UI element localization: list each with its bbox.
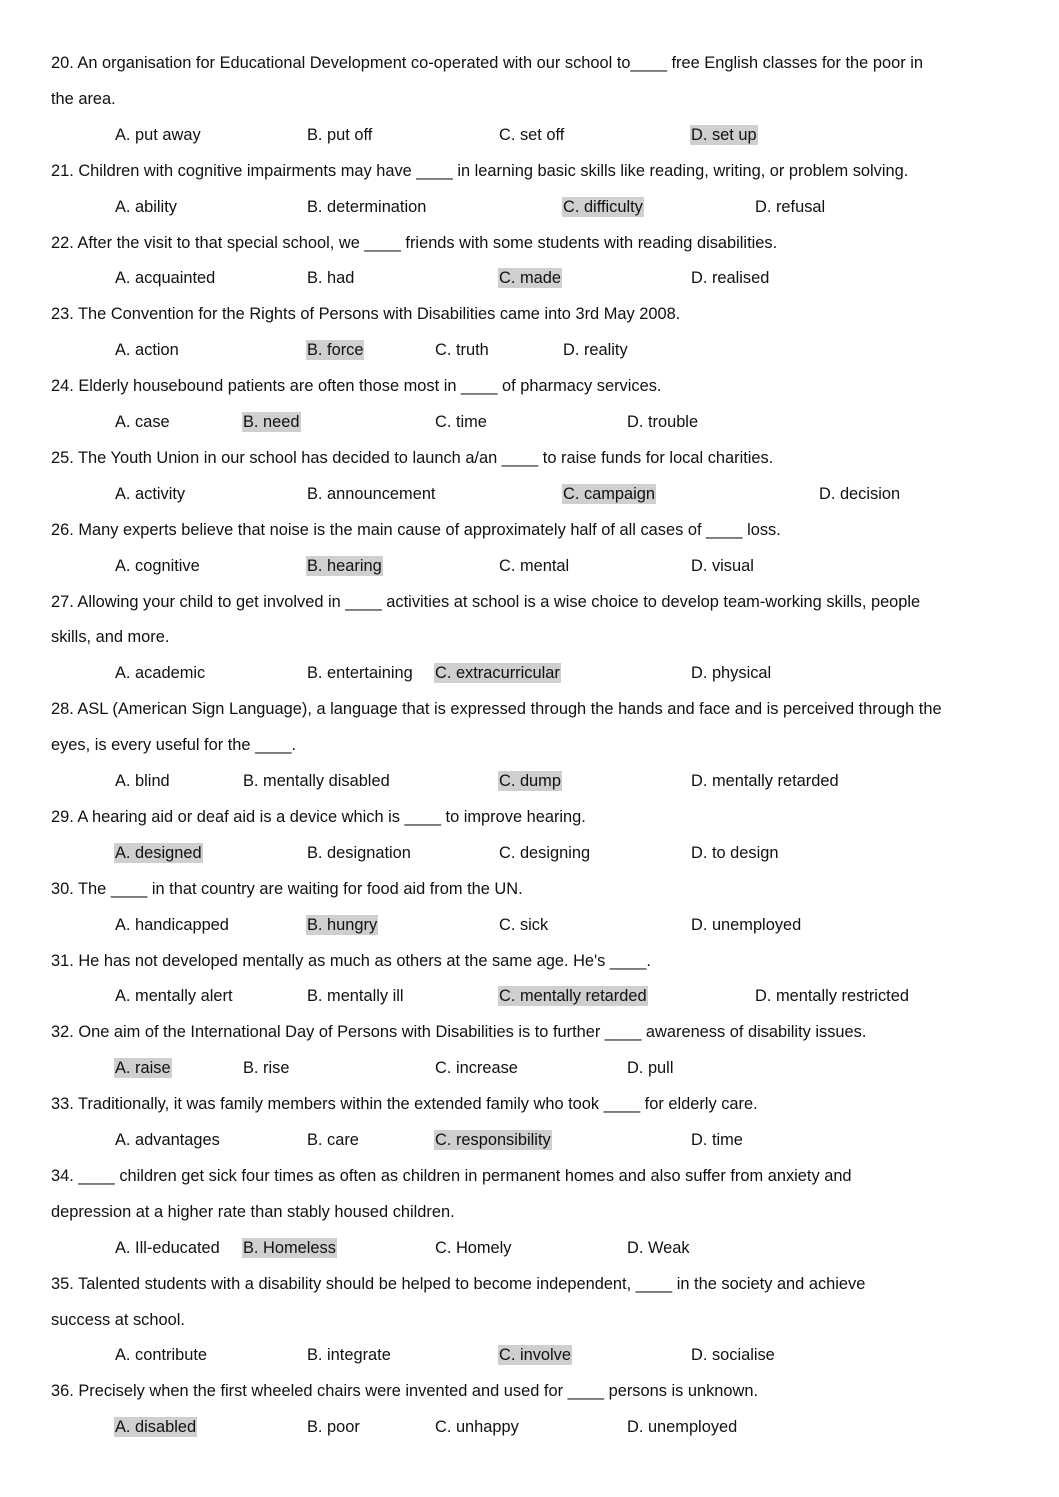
question-text: 30. The ____ in that country are waiting for food aid from the UN. bbox=[51, 879, 523, 898]
option-c-answer-highlight: C. made bbox=[499, 269, 561, 288]
option-d: D. visual bbox=[691, 556, 754, 575]
question-text: 20. An organisation for Educational Development co-operated with our school to____ free English classes for the poor in bbox=[51, 54, 923, 72]
option-c: C. unhappy bbox=[435, 1418, 519, 1437]
question-text: 32. One aim of the International Day of Persons with Disabilities is to further ____ awareness of disability issues. bbox=[51, 1023, 867, 1042]
option-d-answer-highlight: D. set up bbox=[691, 125, 757, 144]
question-text: 26. Many experts believe that noise is the main cause of approximately half of all cases of ____ loss. bbox=[51, 520, 781, 539]
option-a: A. activity bbox=[115, 484, 186, 503]
option-a: A. mentally alert bbox=[115, 987, 233, 1006]
option-b: B. poor bbox=[307, 1418, 360, 1437]
question-text: skills, and more. bbox=[51, 628, 170, 647]
option-a: A. advantages bbox=[115, 1131, 220, 1149]
option-c-answer-highlight: C. extracurricular bbox=[435, 664, 560, 683]
question-text: 25. The Youth Union in our school has decided to launch a/an ____ to raise funds for local charities. bbox=[51, 448, 774, 467]
option-a: A. put away bbox=[115, 125, 201, 144]
question-text: 22. After the visit to that special school, we ____ friends with some students with reading disabilities. bbox=[51, 233, 778, 252]
option-c: C. mental bbox=[499, 556, 570, 575]
option-b: B. had bbox=[307, 269, 355, 288]
option-c: C. sick bbox=[499, 915, 549, 934]
option-d: D. mentally retarded bbox=[691, 772, 839, 790]
question-text: 21. Children with cognitive impairments may have ____ in learning basic skills like reading, writing, or problem solving. bbox=[51, 161, 909, 180]
question-text: the area. bbox=[51, 89, 116, 108]
option-b: B. mentally disabled bbox=[243, 772, 390, 790]
option-a: A. action bbox=[115, 341, 179, 360]
option-d: D. realised bbox=[691, 269, 770, 288]
option-d: D. unemployed bbox=[691, 915, 802, 934]
option-b: B. care bbox=[307, 1131, 359, 1149]
question-text: depression at a higher rate than stably housed children. bbox=[51, 1202, 455, 1221]
option-b: B. designation bbox=[307, 843, 411, 862]
option-a: A. cognitive bbox=[115, 556, 200, 575]
option-d: D. physical bbox=[691, 664, 772, 683]
option-d: D. mentally restricted bbox=[755, 987, 909, 1006]
option-d: D. unemployed bbox=[627, 1418, 738, 1437]
option-a-answer-highlight: A. raise bbox=[115, 1059, 171, 1078]
question-text: 31. He has not developed mentally as much as others at the same age. He's ____. bbox=[51, 951, 651, 970]
option-a: A. handicapped bbox=[115, 915, 229, 934]
option-d: D. Weak bbox=[627, 1238, 690, 1257]
option-a: A. academic bbox=[115, 664, 206, 683]
option-b: B. announcement bbox=[307, 484, 436, 503]
option-a-answer-highlight: A. disabled bbox=[115, 1418, 197, 1437]
question-text: 35. Talented students with a disability should be helped to become independent, ____ in the society and achieve bbox=[51, 1274, 866, 1293]
option-d: D. time bbox=[691, 1131, 743, 1149]
option-d: D. refusal bbox=[755, 197, 826, 216]
option-c-answer-highlight: C. responsibility bbox=[435, 1131, 551, 1149]
question-text: 28. ASL (American Sign Language), a language that is expressed through the hands and face and is perceived through the bbox=[51, 700, 942, 719]
option-c: C. designing bbox=[499, 843, 591, 862]
question-text: 36. Precisely when the first wheeled chairs were invented and used for ____ persons is unknown. bbox=[51, 1382, 759, 1401]
option-b: B. rise bbox=[243, 1059, 290, 1078]
option-a: A. blind bbox=[115, 772, 170, 790]
option-b-answer-highlight: B. force bbox=[307, 341, 364, 360]
option-b: B. put off bbox=[307, 125, 373, 144]
option-c: C. set off bbox=[499, 125, 565, 144]
option-d: D. to design bbox=[691, 843, 779, 862]
option-c-answer-highlight: C. difficulty bbox=[563, 197, 643, 216]
option-c-answer-highlight: C. dump bbox=[499, 772, 561, 790]
option-a: A. ability bbox=[115, 197, 177, 216]
question-text: eyes, is every useful for the ____. bbox=[51, 736, 297, 755]
option-b: B. integrate bbox=[307, 1346, 391, 1365]
option-d: D. pull bbox=[627, 1059, 674, 1078]
option-b-answer-highlight: B. hearing bbox=[307, 556, 382, 575]
option-d: D. trouble bbox=[627, 413, 699, 431]
option-c-answer-highlight: C. involve bbox=[499, 1346, 571, 1365]
option-c: C. time bbox=[435, 413, 487, 431]
option-d: D. reality bbox=[563, 341, 628, 360]
option-a-answer-highlight: A. designed bbox=[115, 843, 202, 862]
option-d: D. decision bbox=[819, 484, 901, 503]
option-a: A. acquainted bbox=[115, 269, 216, 288]
question-text: 23. The Convention for the Rights of Persons with Disabilities came into 3rd May 2008. bbox=[51, 305, 681, 324]
option-c-answer-highlight: C. mentally retarded bbox=[499, 987, 647, 1006]
option-b-answer-highlight: B. need bbox=[243, 413, 300, 431]
option-c: C. Homely bbox=[435, 1238, 512, 1257]
option-b-answer-highlight: B. hungry bbox=[307, 915, 378, 934]
option-b-answer-highlight: B. Homeless bbox=[243, 1238, 336, 1257]
question-text: 27. Allowing your child to get involved in ____ activities at school is a wise choice to develop team-working skills, people bbox=[51, 592, 921, 611]
question-text: 29. A hearing aid or deaf aid is a device which is ____ to improve hearing. bbox=[51, 807, 586, 826]
option-b: B. entertaining bbox=[307, 664, 413, 683]
question-text: success at school. bbox=[51, 1310, 185, 1329]
option-a: A. case bbox=[115, 413, 170, 431]
option-c-answer-highlight: C. campaign bbox=[563, 484, 656, 503]
option-a: A. Ill-educated bbox=[115, 1238, 220, 1257]
option-a: A. contribute bbox=[115, 1346, 208, 1365]
option-c: C. truth bbox=[435, 341, 489, 360]
question-text: 24. Elderly housebound patients are often those most in ____ of pharmacy services. bbox=[51, 377, 662, 396]
option-d: D. socialise bbox=[691, 1346, 775, 1365]
option-c: C. increase bbox=[435, 1059, 518, 1078]
option-b: B. mentally ill bbox=[307, 987, 404, 1006]
option-b: B. determination bbox=[307, 197, 427, 216]
question-text: 33. Traditionally, it was family members within the extended family who took ____ for elderly care. bbox=[51, 1095, 758, 1114]
question-text: 34. ____ children get sick four times as often as children in permanent homes and also suffer from anxiety and bbox=[51, 1166, 852, 1185]
